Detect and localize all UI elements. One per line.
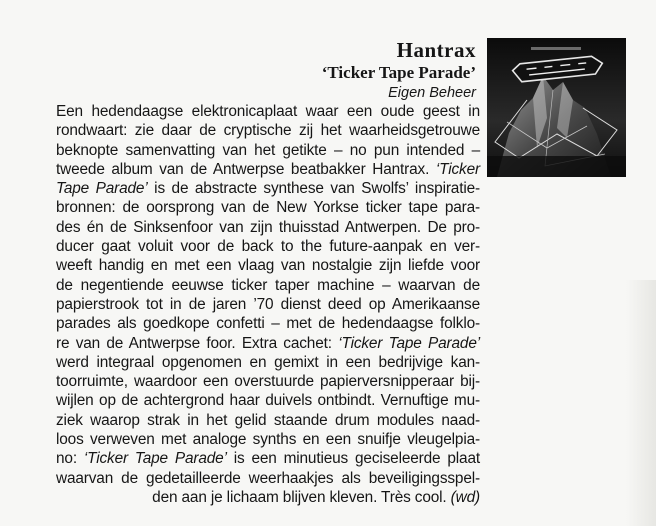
review-line [56,121,480,140]
review-line [56,314,480,333]
review-line [56,430,480,449]
album-cover-art [487,38,626,177]
review-text: re van de Antwerpse foor. Extra cachet: [56,334,339,352]
review-text: papierstrook tot in de jaren ’70 dienst deed op Amerikaanse [56,295,480,313]
page-edge-shadow [626,280,656,526]
review-text: waarvan de gedetailleerde weerhaakjes als beveiligingsspel- [56,469,480,487]
review-text: tweede album van de Antwerpse beatbakker Hantrax. [56,160,436,178]
album-title: ‘Ticker Tape Parade’ [321,63,476,82]
review-text: is de abstracte synthese van Swolfs’ inspiratie- [147,180,480,198]
review-line [56,488,480,507]
review-text: Een hedendaagse elektronicaplaat waar een oude geest in [56,103,480,120]
review-text: de negentiende eeuwse ticker taper machine – waarvan de [56,276,480,294]
artist-name: Hantrax [396,38,476,62]
review-line [56,353,480,372]
review-line [56,334,480,353]
review-body [56,102,480,507]
review-line [56,372,480,391]
review-line [56,469,480,488]
review-line [56,411,480,430]
review-text: beknopte samenvatting van het getikte – no pun intended – [56,141,480,159]
review-line [56,256,480,275]
review-italic-text: ‘Ticker Tape Parade’ [83,450,227,468]
review-text: no: [56,450,84,468]
review-text: ziek waarop strak in het gelid staande drum modules naad- [56,411,480,429]
review-line [56,198,480,217]
review-line [56,218,480,237]
review-italic-text: ‘Ticker Tape Parade’ [338,334,480,352]
review-text: parades als goedkope confetti – met de hedendaagse folklo- [56,315,480,333]
review-text: bronnen: de oorsprong van de New Yorkse ticker tape para- [56,199,480,217]
review-line [56,179,480,198]
review-text: ducer gaat voluit voor de back to the future-aanpak en ver- [56,238,480,256]
review-text: des én de Sinksenfoor van zijn thuisstad Antwerpen. De pro- [56,218,480,236]
review-text: is een minutieus geciseleerde plaat [226,450,480,468]
review-text: rondwaart: zie daar de cryptische zij het waarheidsgetrouwe [56,122,480,140]
review-line [56,276,480,295]
review-italic-text: ‘Ticker [435,160,480,178]
record-label: Eigen Beheer [388,85,476,101]
review-header [116,38,476,102]
review-italic-text: Tape Parade’ [56,180,148,198]
review-text: werd integraal opgenomen en gemixt in een bedrijvige kan- [56,353,480,371]
review-text: wijlen op de achtergrond haar duivels ontbindt. Vernuftige mu- [56,392,480,410]
review-italic-text: (wd) [450,488,480,506]
review-line [56,295,480,314]
review-text: weeft handig en met een vlaag van nostalgie zijn liefde voor [56,257,480,275]
review-line [56,449,480,468]
review-line [56,160,480,179]
review-line [56,237,480,256]
review-line [56,391,480,410]
review-text: toorruimte, waardoor een overstuurde papierversnipperaar bij- [56,373,480,391]
review-text: den aan je lichaam blijven kleven. Très cool. [152,488,451,506]
review-text: loos verweven met analoge synths en een snuifje vleugelpia- [56,431,480,449]
review-line [56,141,480,160]
review-line [56,102,480,121]
album-cover-image [487,38,626,177]
